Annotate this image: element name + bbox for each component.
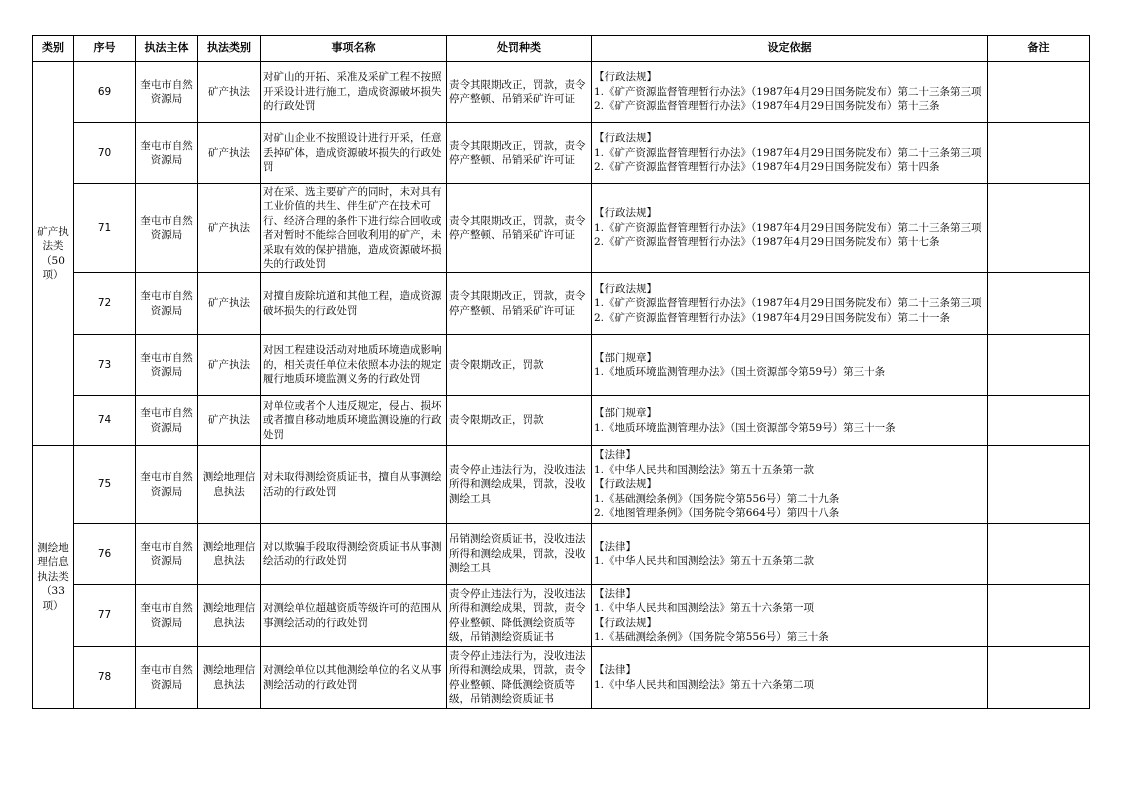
basis-line: 【部门规章】 [594, 351, 657, 364]
basis-line: 【法律】 [594, 449, 636, 462]
category-survey: 测绘地理信息执法类（33项） [33, 446, 74, 709]
enf-type-cell: 矿产执法 [198, 123, 261, 184]
item-cell: 对矿山的开拓、采准及采矿工程不按照开采设计进行施工，造成资源破坏损失的行政处罚 [261, 62, 447, 123]
seq-cell: 71 [74, 184, 136, 273]
subject-cell: 奎屯市自然资源局 [136, 184, 198, 273]
subject-cell: 奎屯市自然资源局 [136, 62, 198, 123]
basis-line: 1.《中华人民共和国测绘法》第五十六条第一项 [594, 602, 815, 614]
basis-cell [592, 273, 988, 335]
penalty-cell: 责令其限期改正，罚款，责令停产整顿、吊销采矿许可证 [447, 62, 592, 123]
penalty-cell: 责令停止违法行为，没收违法所得和测绘成果，罚款，责令停业整顿、降低测绘资质等级，吊销测绘资质证书 [447, 585, 592, 647]
basis-line: 【行政法规】 [594, 478, 657, 491]
seq-cell: 75 [74, 446, 136, 524]
basis-line: 【行政法规】 [594, 282, 657, 295]
seq-cell: 69 [74, 62, 136, 123]
item-cell: 对测绘单位以其他测绘单位的名义从事测绘活动的行政处罚 [261, 647, 447, 709]
remarks-cell [988, 62, 1090, 123]
basis-cell [592, 524, 988, 585]
item-cell: 对矿山企业不按照设计进行开采，任意丢掉矿体，造成资源破坏损失的行政处罚 [261, 123, 447, 184]
seq-cell: 72 [74, 273, 136, 335]
table-row [33, 585, 1090, 647]
header-category: 类别 [33, 36, 74, 62]
basis-cell [592, 585, 988, 647]
item-cell: 对在采、选主要矿产的同时，未对具有工业价值的共生、伴生矿产在技术可行、经济合理的条件下进行综合回收或者对暂时不能综合回收利用的矿产，未采取有效的保护措施，造成资源破坏损失的行政处罚 [261, 184, 447, 273]
basis-line: 【行政法规】 [594, 207, 657, 220]
table-row [33, 396, 1090, 446]
enf-type-cell: 测绘地理信息执法 [198, 446, 261, 524]
category-mining: 矿产执法类（50项） [33, 62, 74, 446]
header-remarks: 备注 [988, 36, 1090, 62]
basis-line: 2.《矿产资源监督管理暂行办法》（1987年4月29日国务院发布）第十三条 [594, 100, 940, 113]
item-cell: 对因工程建设活动对地质环境造成影响的，相关责任单位未依照本办法的规定履行地质环境监测义务的行政处罚 [261, 335, 447, 396]
enf-type-cell: 矿产执法 [198, 396, 261, 446]
enf-type-cell: 测绘地理信息执法 [198, 647, 261, 709]
subject-cell: 奎屯市自然资源局 [136, 524, 198, 585]
basis-line: 1.《矿产资源监督管理暂行办法》（1987年4月29日国务院发布）第二十三条第三项 [594, 297, 982, 310]
basis-cell [592, 396, 988, 446]
basis-line: 【部门规章】 [594, 407, 657, 419]
basis-line: 2.《矿产资源监督管理暂行办法》（1987年4月29日国务院发布）第十四条 [594, 161, 940, 174]
remarks-cell [988, 335, 1090, 396]
table-row [33, 123, 1090, 184]
remarks-cell [988, 446, 1090, 524]
basis-line: 2.《矿产资源监督管理暂行办法》（1987年4月29日国务院发布）第二十一条 [594, 311, 951, 324]
remarks-cell [988, 396, 1090, 446]
item-cell: 对单位或者个人违反规定，侵占、损坏或者擅自移动地质环境监测设施的行政处罚 [261, 396, 447, 446]
basis-line: 1.《矿产资源监督管理暂行办法》（1987年4月29日国务院发布）第二十三条第三项 [594, 146, 982, 159]
basis-line: 1.《矿产资源监督管理暂行办法》（1987年4月29日国务院发布）第二十三条第三项 [594, 85, 982, 98]
seq-cell: 76 [74, 524, 136, 585]
penalty-cell: 责令其限期改正，罚款，责令停产整顿、吊销采矿许可证 [447, 184, 592, 273]
enf-type-cell: 矿产执法 [198, 184, 261, 273]
remarks-cell [988, 123, 1090, 184]
subject-cell: 奎屯市自然资源局 [136, 123, 198, 184]
enf-type-cell: 测绘地理信息执法 [198, 524, 261, 585]
subject-cell: 奎屯市自然资源局 [136, 585, 198, 647]
subject-cell: 奎屯市自然资源局 [136, 335, 198, 396]
table-row [33, 524, 1090, 585]
basis-line: 【行政法规】 [594, 132, 657, 145]
basis-line: 2.《地图管理条例》（国务院令第664号）第四十八条 [594, 507, 840, 520]
remarks-cell [988, 273, 1090, 335]
penalty-cell: 责令限期改正，罚款 [447, 335, 592, 396]
item-cell: 对以欺骗手段取得测绘资质证书从事测绘活动的行政处罚 [261, 524, 447, 585]
header-subject: 执法主体 [136, 36, 198, 62]
basis-line: 1.《中华人民共和国测绘法》第五十六条第二项 [594, 678, 815, 691]
basis-line: 【法律】 [594, 587, 636, 600]
penalty-cell: 责令其限期改正，罚款，责令停产整顿、吊销采矿许可证 [447, 123, 592, 184]
enf-type-cell: 矿产执法 [198, 62, 261, 123]
basis-line: 1.《中华人民共和国测绘法》第五十五条第一款 [594, 463, 815, 476]
seq-cell: 70 [74, 123, 136, 184]
penalty-cell: 责令其限期改正，罚款，责令停产整顿、吊销采矿许可证 [447, 273, 592, 335]
remarks-cell [988, 647, 1090, 709]
basis-cell [592, 123, 988, 184]
basis-line: 1.《地质环境监测管理办法》（国土资源部令第59号）第三十条 [594, 366, 886, 378]
basis-line: 1.《矿产资源监督管理暂行办法》（1987年4月29日国务院发布）第二十三条第三项 [594, 221, 982, 234]
header-row [33, 36, 1090, 62]
header-item: 事项名称 [261, 36, 447, 62]
basis-cell [592, 446, 988, 524]
seq-cell: 78 [74, 647, 136, 709]
table-row [33, 446, 1090, 524]
basis-line: 1.《基础测绘条例》（国务院令第556号）第二十九条 [594, 492, 840, 505]
basis-cell [592, 647, 988, 709]
seq-cell: 73 [74, 335, 136, 396]
remarks-cell [988, 524, 1090, 585]
basis-line: 1.《中华人民共和国测绘法》第五十五条第二款 [594, 555, 815, 567]
subject-cell: 奎屯市自然资源局 [136, 446, 198, 524]
enf-type-cell: 矿产执法 [198, 273, 261, 335]
item-cell: 对未取得测绘资质证书，擅自从事测绘活动的行政处罚 [261, 446, 447, 524]
basis-line: 【行政法规】 [594, 71, 657, 84]
penalty-cell: 责令限期改正，罚款 [447, 396, 592, 446]
header-basis: 设定依据 [592, 36, 988, 62]
basis-line: 2.《矿产资源监督管理暂行办法》（1987年4月29日国务院发布）第十七条 [594, 236, 940, 249]
table-row [33, 335, 1090, 396]
penalty-cell: 责令停止违法行为，没收违法所得和测绘成果，罚款，责令停业整顿、降低测绘资质等级，吊销测绘资质证书 [447, 647, 592, 709]
remarks-cell [988, 585, 1090, 647]
enf-type-cell: 矿产执法 [198, 335, 261, 396]
header-seq: 序号 [74, 36, 136, 62]
enf-type-cell: 测绘地理信息执法 [198, 585, 261, 647]
basis-cell [592, 184, 988, 273]
table-row [33, 647, 1090, 709]
penalty-cell: 吊销测绘资质证书，没收违法所得和测绘成果，罚款，没收测绘工具 [447, 524, 592, 585]
basis-cell [592, 335, 988, 396]
remarks-cell [988, 184, 1090, 273]
table-row [33, 273, 1090, 335]
penalty-cell: 责令停止违法行为，没收违法所得和测绘成果，罚款，没收测绘工具 [447, 446, 592, 524]
subject-cell: 奎屯市自然资源局 [136, 647, 198, 709]
subject-cell: 奎屯市自然资源局 [136, 396, 198, 446]
basis-line: 1.《地质环境监测管理办法》（国土资源部令第59号）第三十一条 [594, 421, 896, 434]
table-row [33, 184, 1090, 273]
basis-line: 1.《基础测绘条例》（国务院令第556号）第三十条 [594, 631, 829, 643]
item-cell: 对测绘单位超越资质等级许可的范围从事测绘活动的行政处罚 [261, 585, 447, 647]
seq-cell: 77 [74, 585, 136, 647]
basis-cell [592, 62, 988, 123]
table-row [33, 62, 1090, 123]
penalty-table [32, 35, 1090, 709]
item-cell: 对擅自废除坑道和其他工程，造成资源破坏损失的行政处罚 [261, 273, 447, 335]
header-penalty: 处罚种类 [447, 36, 592, 62]
header-enf-type: 执法类别 [198, 36, 261, 62]
basis-line: 【行政法规】 [594, 616, 657, 629]
basis-line: 【法律】 [594, 664, 636, 676]
basis-line: 【法律】 [594, 540, 636, 553]
seq-cell: 74 [74, 396, 136, 446]
subject-cell: 奎屯市自然资源局 [136, 273, 198, 335]
